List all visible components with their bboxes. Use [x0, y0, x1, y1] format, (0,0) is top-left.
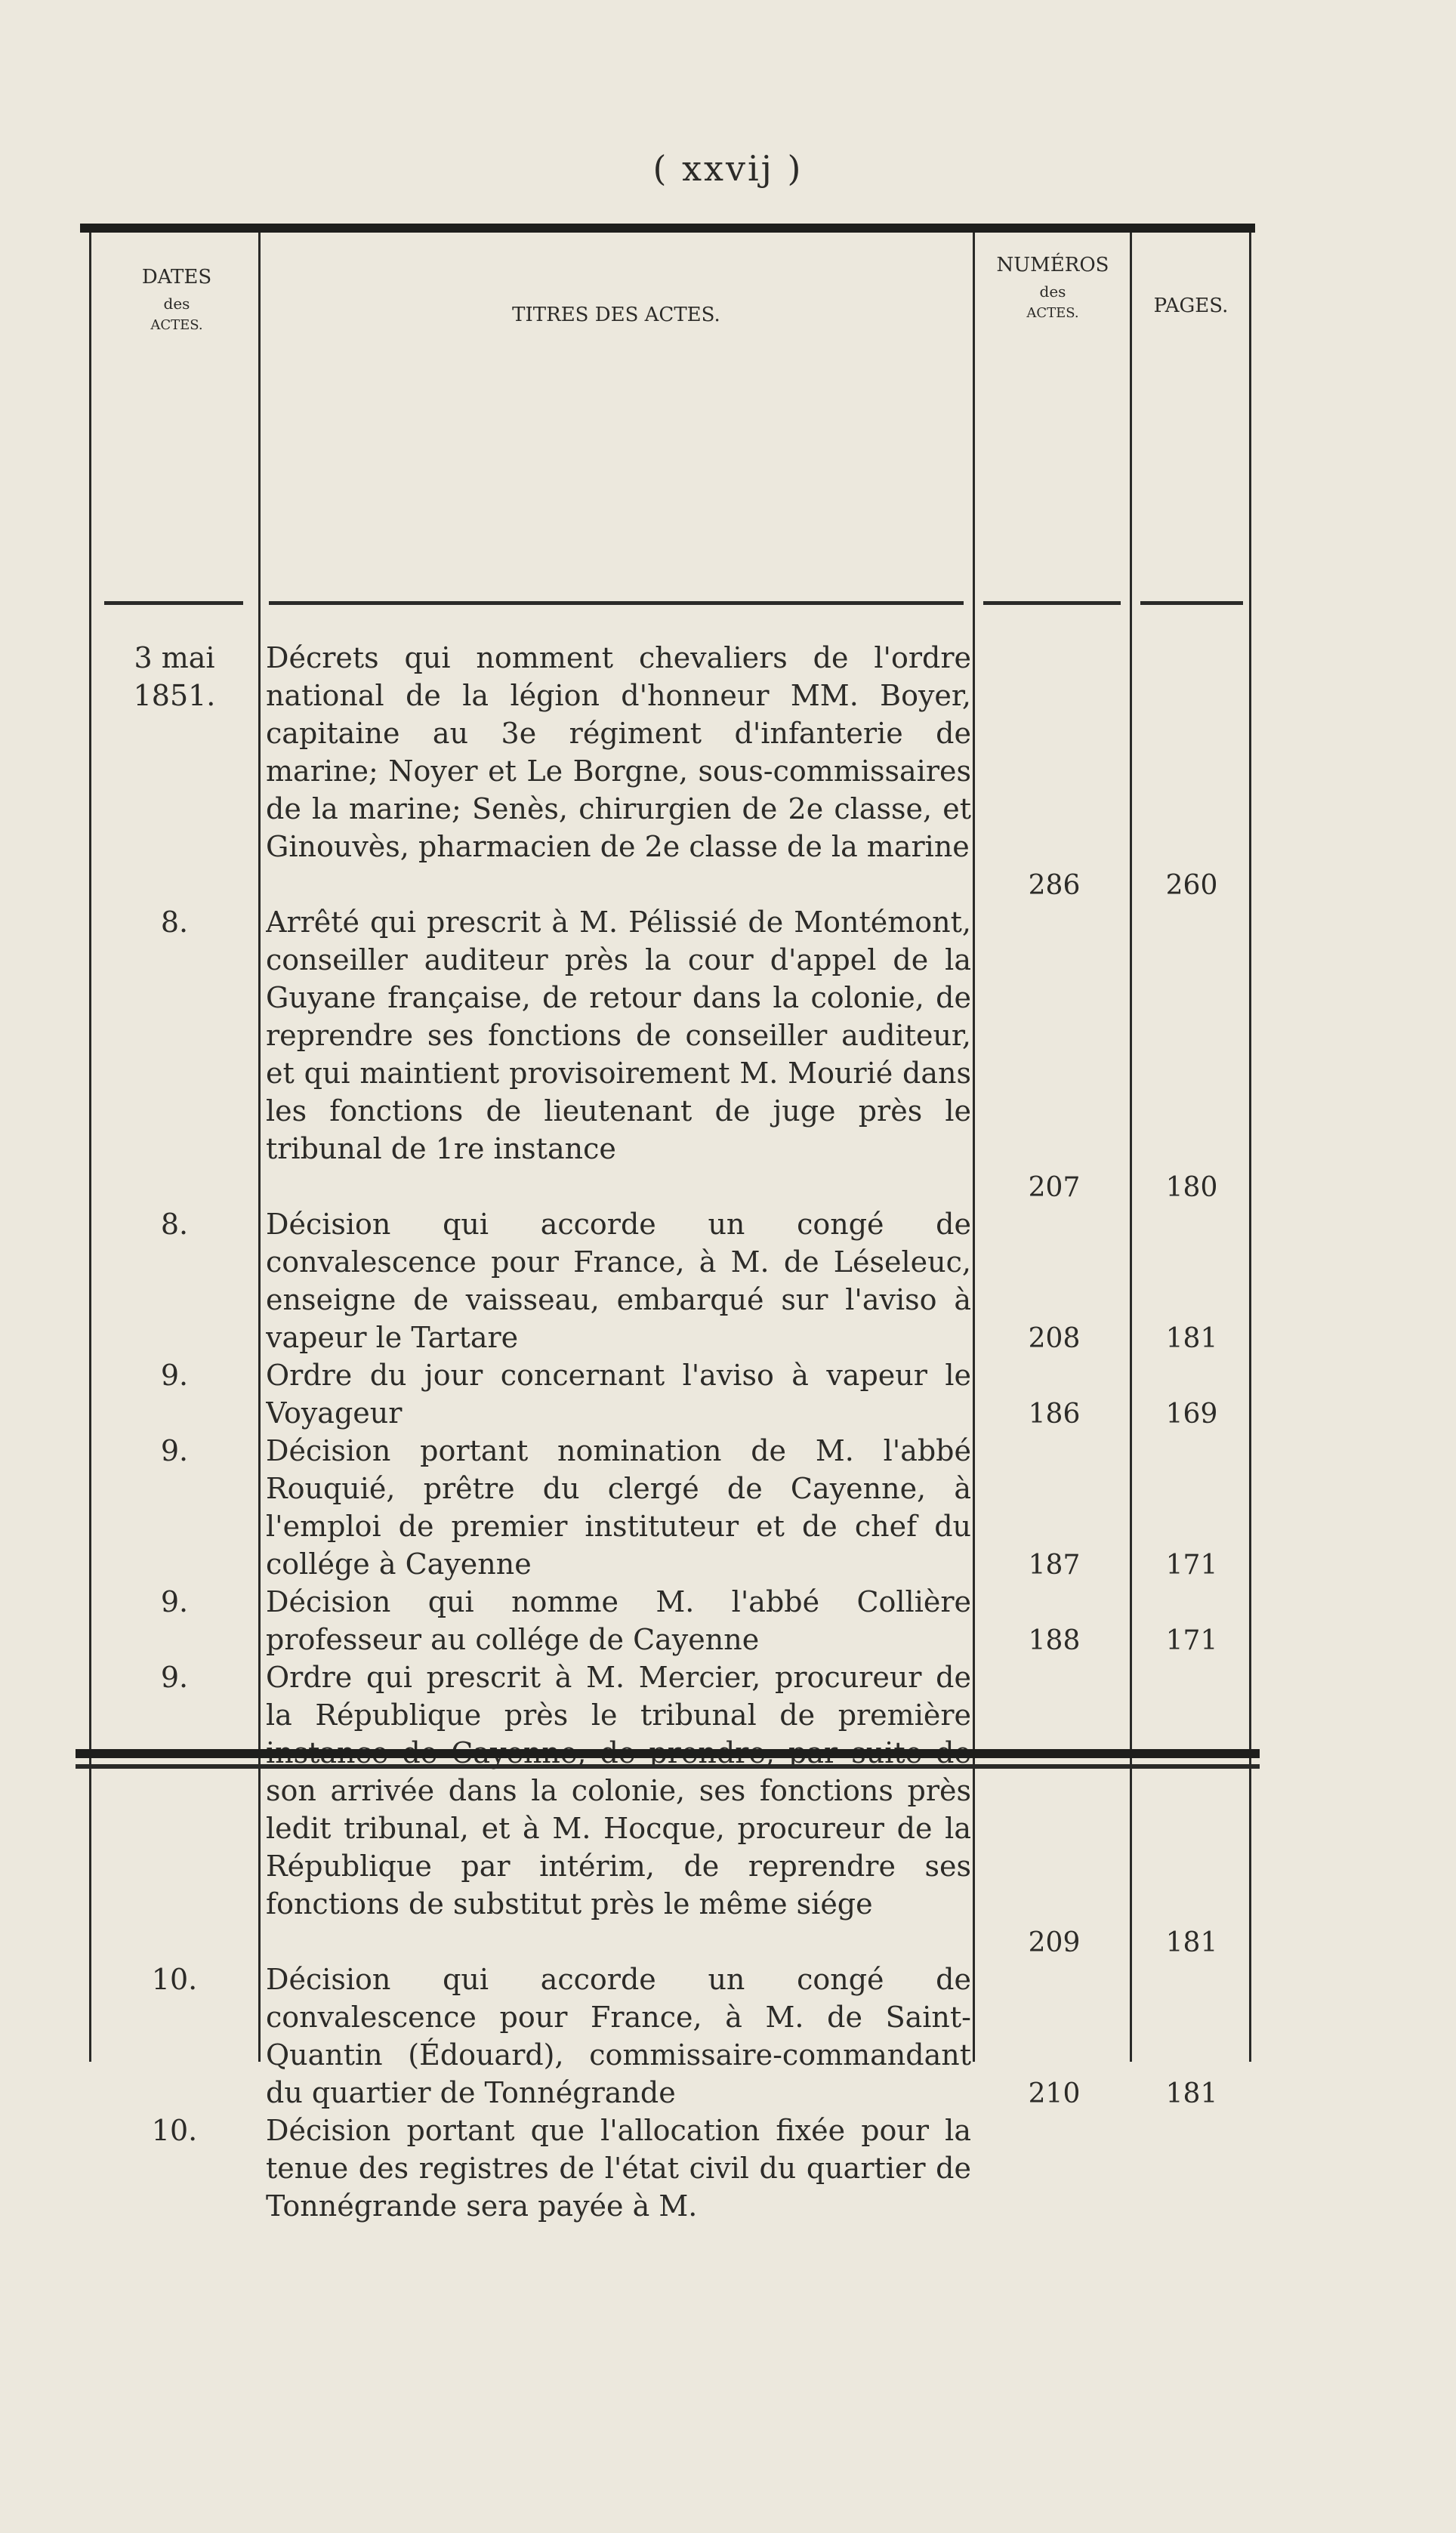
header-dates-line: des — [163, 295, 190, 313]
row-title: Décrets qui nomment chevaliers de l'ordre national de la légion d'honneur MM. Boyer, capitaine au 3e régiment d'infanterie de marine; Noyer et Le Borgne, sous-commissaires de la marine; Senès, chirurgien de 2e classe, et Ginouvès, pharmacien de 2e classe de la marine — [266, 641, 971, 863]
row-page: 260 — [1165, 870, 1218, 901]
row-page: 181 — [1165, 1323, 1218, 1354]
table-row — [80, 903, 1255, 1205]
header-rule — [1140, 601, 1243, 605]
row-date: 10. — [151, 2114, 198, 2147]
index-table — [80, 216, 1255, 2533]
header-rule — [983, 601, 1121, 605]
row-title: Décision qui accorde un congé de convalescence pour France, à M. de Léseleuc, enseigne de vaisseau, embarqué sur l'aviso à vapeur le Tartare — [266, 1208, 971, 1354]
row-title: Ordre du jour concernant l'aviso à vapeur le Voyageur — [266, 1359, 971, 1430]
header-numbers — [976, 251, 1130, 323]
table-row — [80, 2112, 1255, 2225]
bottom-rule — [76, 1764, 1260, 1769]
row-title: Ordre qui prescrit à M. Mercier, procureur de la République près le tribunal de première son arrivée dans la colonie, ses fonctions près ledit tribunal, et à M. Hocque, procureur de la République par intérim, de reprendre ses fonctions de substitut près le même siége — [266, 1661, 971, 1921]
row-date: 8. — [160, 1208, 189, 1241]
table-row — [80, 1205, 1255, 1356]
row-act-number: 286 — [1028, 870, 1081, 901]
top-rule — [80, 224, 1255, 233]
row-page: 181 — [1165, 2078, 1218, 2109]
table-row — [80, 1961, 1255, 2112]
header-dates — [95, 263, 258, 335]
row-page: 171 — [1165, 1625, 1218, 1656]
row-title: Arrêté qui prescrit à M. Pélissié de Montémont, conseiller auditeur près la cour d'appel de la Guyane française, de retour dans la colonie, de reprendre ses fonctions de conseiller auditeur, et qui maintient provisoirement M. Mourié dans les fonctions de lieutenant de juge près le tribunal de 1re instance — [266, 906, 971, 1165]
row-act-number: 187 — [1028, 1550, 1081, 1581]
row-act-number: 207 — [1028, 1172, 1081, 1203]
row-title: Décision portant que l'allocation fixée pour la tenue des registres de l'état civil du quartier de Tonnégrande sera payée à M. — [266, 2114, 971, 2223]
header-dates-line: DATES — [141, 266, 212, 288]
row-title: Décision qui accorde un congé de convalescence pour France, à M. de Saint-Quantin (Édouard), commissaire-commandant du quartier de Tonnégrande — [266, 1963, 971, 2109]
row-page: 180 — [1165, 1172, 1218, 1203]
header-pages: PAGES. — [1153, 295, 1229, 317]
header-rule — [269, 601, 964, 605]
row-date: 10. — [151, 1963, 198, 1996]
row-date: 9. — [160, 1661, 189, 1694]
table-row — [80, 639, 1255, 903]
row-page: 169 — [1165, 1399, 1218, 1430]
row-page: 181 — [1165, 1927, 1218, 1958]
header-numbers-line: des — [1039, 282, 1066, 301]
row-date: 8. — [160, 906, 189, 939]
row-act-number: 186 — [1028, 1399, 1081, 1430]
bottom-rule — [76, 1749, 1260, 1758]
header-rule — [104, 601, 243, 605]
row-act-number: 209 — [1028, 1927, 1081, 1958]
table-row — [80, 1432, 1255, 1583]
row-date: 9. — [160, 1359, 189, 1392]
header-numbers-line: NUMÉROS — [996, 254, 1109, 276]
row-act-number: 188 — [1028, 1625, 1081, 1656]
row-page: 171 — [1165, 1550, 1218, 1581]
row-date: 9. — [160, 1585, 189, 1618]
header-titles: TITRES DES ACTES. — [512, 304, 720, 326]
row-title: Décision qui nomme M. l'abbé Collière professeur au collége de Cayenne — [266, 1585, 971, 1656]
table-row — [80, 1356, 1255, 1432]
table-row — [80, 1583, 1255, 1658]
row-date: 9. — [160, 1434, 189, 1467]
header-dates-line: ACTES. — [150, 317, 203, 333]
row-act-number: 210 — [1028, 2078, 1081, 2109]
page-number: ( xxvij ) — [652, 148, 804, 189]
row-act-number: 208 — [1028, 1323, 1081, 1354]
table-row — [80, 1658, 1255, 1961]
header-numbers-line: ACTES. — [1026, 305, 1079, 321]
row-title: Décision portant nomination de M. l'abbé Rouquié, prêtre du clergé de Cayenne, à l'emploi de premier instituteur et de chef du collége à Cayenne — [266, 1434, 971, 1581]
row-date: 3 mai 1851. — [133, 641, 216, 712]
